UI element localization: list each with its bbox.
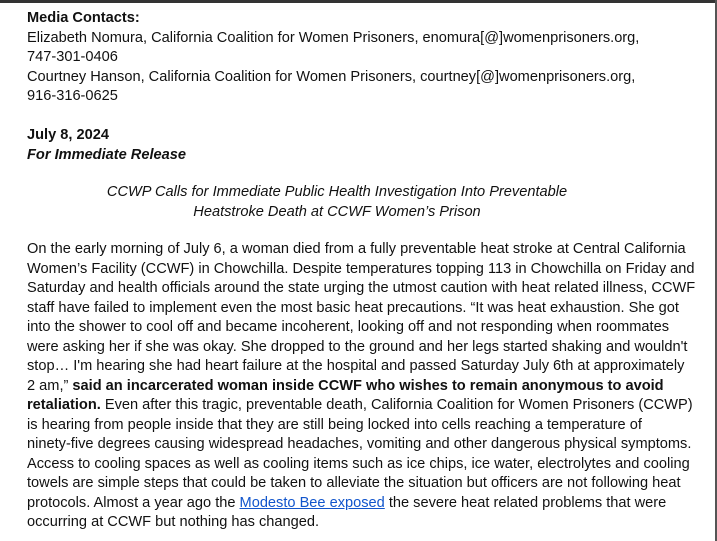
body-line <box>27 494 707 514</box>
body-line <box>27 279 707 299</box>
body-line <box>27 260 707 280</box>
body-line <box>27 357 707 377</box>
body-text: stop… I'm hearing she had heart failure at the hospital and passed Saturday July 6th at approximately <box>27 358 685 374</box>
press-release-document <box>27 9 707 533</box>
body-line <box>27 318 707 338</box>
body-line <box>27 416 707 436</box>
body-text: Saturday and health officials around the state urging the utmost caution with heat related illness, CCWF <box>27 280 696 296</box>
body-line <box>27 513 707 533</box>
body-text: protocols. Almost a year ago the <box>27 494 240 511</box>
contact-line: 747-301-0406 <box>27 49 118 65</box>
body-text: Access to cooling spaces as well as cooling items such as ice chips, ice water, electrolytes and cooling <box>27 455 690 472</box>
body-text: occurring at CCWF but nothing has changed. <box>27 514 320 530</box>
body-line <box>27 396 707 416</box>
headline-line: CCWP Calls for Immediate Public Health Investigation Into Preventable <box>106 184 568 200</box>
release-date: July 8, 2024 <box>27 127 109 143</box>
body-text: Women’s Facility (CCWF) in Chowchilla. Despite temperatures topping 113 in Chowchilla on Friday and <box>27 260 695 277</box>
body-text: is hearing from people inside that they are still being locked into cells reaching a temperature of <box>27 416 642 433</box>
body-line <box>27 377 707 397</box>
media-contacts-heading: Media Contacts: <box>27 10 140 26</box>
body-text: 2 am,” <box>27 377 73 394</box>
body-paragraph <box>27 240 707 533</box>
body-line <box>27 299 707 319</box>
body-text: Even after this tragic, preventable death, California Coalition for Women Prisoners (CCWP) <box>100 397 693 413</box>
modesto-bee-link[interactable]: Modesto Bee exposed <box>239 494 385 511</box>
body-text: towels are simple steps that could be taken to alleviate the situation but officers are not following heat <box>27 475 681 491</box>
body-text: were asking her if she was okay. She dropped to the ground and her legs started shaking and wouldn't <box>27 338 688 355</box>
contact-line: 916-316-0625 <box>27 88 118 104</box>
release-label: For Immediate Release <box>27 146 186 163</box>
bold-quote-attribution: said an incarcerated woman inside CCWF who wishes to remain anonymous to avoid <box>72 377 664 394</box>
headline-line: Heatstroke Death at CCWF Women’s Prison <box>193 203 481 220</box>
contact-line: Courtney Hanson, California Coalition for Women Prisoners, courtney[@]womenprisoners.org, <box>27 68 636 85</box>
body-text: the severe heat related problems that were <box>384 494 667 511</box>
body-text: into the shower to cool off and became incoherent, looking off and not responding when roommates <box>27 319 669 335</box>
body-line <box>27 474 707 494</box>
body-text: On the early morning of July 6, a woman died from a fully preventable heat stroke at Central California <box>27 241 686 257</box>
body-line <box>27 455 707 475</box>
body-line <box>27 435 707 455</box>
window-top-border <box>0 0 717 3</box>
spacer <box>27 165 707 183</box>
body-text: ninety-five degrees causing widespread headaches, vomiting and other dangerous physical symptoms. <box>27 436 692 452</box>
body-line <box>27 338 707 358</box>
body-text: staff have failed to implement even the most basic heat precautions. “It was heat exhaustion. She got <box>27 299 679 316</box>
bold-quote-attribution: retaliation. <box>27 397 101 413</box>
body-line <box>27 240 707 260</box>
contact-line: Elizabeth Nomura, California Coalition for Women Prisoners, enomura[@]womenprisoners.org, <box>27 29 640 46</box>
spacer <box>27 222 707 240</box>
spacer <box>27 107 707 127</box>
